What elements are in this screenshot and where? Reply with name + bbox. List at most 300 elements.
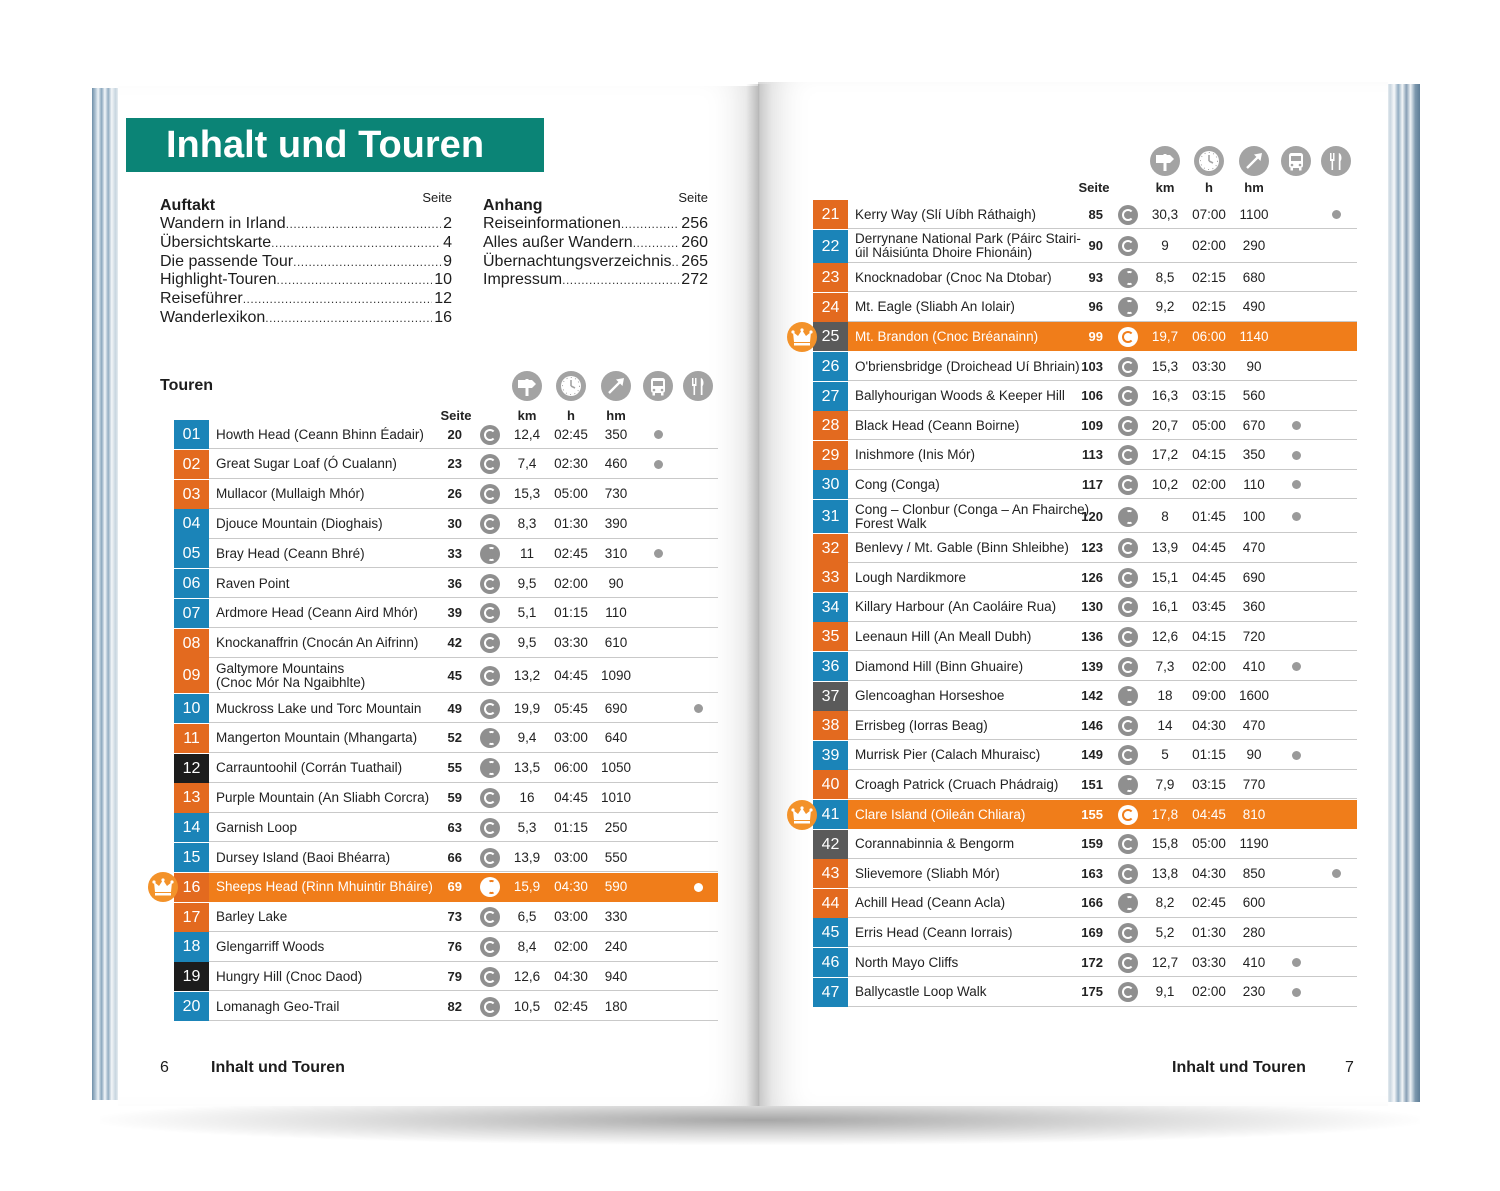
tour-h: 04:30: [1192, 717, 1226, 733]
tour-row[interactable]: [174, 569, 718, 598]
tour-number: 37: [813, 682, 848, 711]
signpost-icon: [1150, 146, 1180, 176]
tour-page: 82: [447, 998, 462, 1014]
tour-page: 113: [1082, 447, 1103, 463]
bus-available-dot: [1292, 751, 1301, 760]
tour-page: 96: [1088, 299, 1103, 315]
toc-entry-label: Die passende Tour: [160, 252, 294, 270]
tour-hm: 1600: [1238, 688, 1270, 704]
tour-number: 43: [813, 859, 848, 888]
tour-page: 66: [447, 849, 462, 865]
tour-h: 04:30: [554, 879, 588, 895]
tour-row[interactable]: [174, 903, 718, 932]
toc-entry[interactable]: [483, 252, 708, 271]
round-route-icon: [1118, 627, 1138, 647]
tour-number: 27: [813, 382, 848, 411]
tour-name: O'briensbridge (Droichead Uí Bhriain): [855, 358, 1080, 374]
tour-km: 18: [1157, 688, 1173, 704]
tour-row[interactable]: [813, 382, 1357, 411]
toc-entry-label: Reiseinformationen: [483, 215, 621, 232]
round-route-icon: [1118, 386, 1138, 406]
tours-heading: Touren: [160, 377, 214, 394]
tour-hm: 290: [1242, 238, 1266, 254]
tour-km: 19,9: [513, 700, 541, 716]
tour-h: 02:45: [1192, 895, 1226, 911]
tour-number: 32: [813, 534, 848, 563]
tour-row[interactable]: [813, 322, 1357, 351]
tour-hm: 90: [1246, 358, 1262, 374]
tour-hm: 110: [1243, 476, 1265, 492]
tour-km: 20,7: [1151, 417, 1179, 433]
round-route-icon: [480, 997, 500, 1017]
tour-name: Ballycastle Loop Walk: [855, 984, 987, 1000]
footer-left-page-number: 6: [160, 1059, 169, 1076]
tour-km: 13,9: [513, 849, 541, 865]
tour-row[interactable]: [813, 352, 1357, 381]
bus-available-dot: [654, 549, 663, 558]
toc-entry-label: Übernachtungsverzeichnis: [483, 252, 672, 270]
tour-number: 42: [813, 830, 848, 859]
tour-h: 02:00: [554, 938, 588, 954]
bus-available-dot: [1292, 512, 1301, 521]
tour-number: 40: [813, 770, 848, 799]
tour-name: [855, 503, 1089, 531]
tour-h: 04:45: [1192, 569, 1226, 585]
tour-name: Carrauntoohil (Corrán Tuathail): [216, 760, 403, 776]
tour-km: 10,2: [1151, 476, 1179, 492]
round-route-icon: [480, 484, 500, 504]
tour-h: 03:30: [554, 635, 588, 651]
tour-h: 04:45: [1192, 806, 1226, 822]
tour-name: Lough Nardikmore: [855, 569, 967, 585]
tour-number: 30: [813, 470, 848, 499]
tour-km: 13,2: [513, 667, 541, 683]
round-route-icon: [1118, 538, 1138, 558]
tour-hm: 350: [604, 426, 628, 442]
round-route-icon: [1118, 205, 1138, 225]
tour-page: 55: [447, 760, 462, 776]
tour-page: 175: [1081, 984, 1103, 1000]
bus-available-dot: [1292, 421, 1301, 430]
highlight-crown-icon: [787, 322, 817, 352]
tour-row[interactable]: [813, 859, 1357, 888]
toc-auftakt-heading: Auftakt: [160, 197, 216, 214]
toc-entry[interactable]: [160, 289, 452, 308]
tour-row[interactable]: [813, 830, 1357, 859]
tour-row[interactable]: [174, 450, 718, 479]
tour-page: 172: [1081, 954, 1103, 970]
tour-row[interactable]: [813, 470, 1357, 499]
toc-auftakt: [160, 190, 452, 327]
tour-km: 13,8: [1151, 865, 1179, 881]
round-route-icon: [480, 788, 500, 808]
tour-hm: 690: [1242, 569, 1266, 585]
tour-hm: 250: [604, 819, 628, 835]
tour-row[interactable]: [174, 480, 718, 509]
round-route-icon: [1118, 805, 1138, 825]
tour-number: 10: [174, 694, 209, 723]
tour-page: 52: [447, 730, 462, 746]
tour-page: 85: [1088, 206, 1103, 222]
tour-h: 04:30: [1192, 865, 1226, 881]
tour-row[interactable]: [174, 932, 718, 961]
tour-name-line2: (Cnoc Mór Na Ngaibhlte): [216, 674, 366, 690]
tour-row[interactable]: [813, 682, 1357, 711]
tour-km: 16: [519, 789, 535, 805]
tour-h: 01:30: [1192, 924, 1226, 940]
tour-number: 24: [813, 293, 848, 322]
tour-hm: 110: [605, 605, 627, 621]
tour-h: 02:45: [554, 426, 588, 442]
tour-km: 5: [1161, 747, 1169, 763]
toc-entry[interactable]: [483, 233, 708, 252]
tour-page: 103: [1081, 358, 1103, 374]
tour-name: Slievemore (Sliabh Mór): [855, 865, 1000, 881]
toc-entry-page: 16: [434, 308, 452, 326]
signpost-icon: [512, 371, 542, 401]
tour-row[interactable]: [813, 711, 1357, 740]
tour-name: Erris Head (Ceann Iorrais): [855, 924, 1013, 940]
tour-row[interactable]: [174, 658, 718, 693]
tour-hm: 470: [1242, 717, 1266, 733]
tour-hm: 390: [604, 515, 628, 531]
tour-row[interactable]: [174, 694, 718, 723]
tours-table-left: [174, 420, 718, 1026]
tour-page: 42: [447, 635, 462, 651]
tour-row[interactable]: [813, 918, 1357, 947]
tour-number: 07: [174, 599, 209, 628]
round-route-icon: [1118, 982, 1138, 1002]
linear-route-icon: [1118, 507, 1138, 527]
footer-right-page-number: 7: [1345, 1059, 1354, 1076]
tour-name: Mullacor (Mullaigh Mhór): [216, 486, 365, 502]
tour-km: 6,5: [517, 909, 537, 925]
tour-km: 8,4: [517, 938, 537, 954]
tour-number: 31: [813, 500, 848, 533]
tour-row[interactable]: [174, 539, 718, 568]
tour-number: 12: [174, 754, 209, 783]
tour-number: 35: [813, 622, 848, 651]
tour-hm: 1140: [1239, 328, 1269, 344]
tour-h: 03:00: [554, 730, 588, 746]
tour-km: 7,9: [1155, 776, 1175, 792]
tour-name: Knockanaffrin (Cnocán An Aifrinn): [216, 635, 419, 651]
toc-entry[interactable]: [160, 308, 452, 327]
tour-row[interactable]: [813, 441, 1357, 470]
food-available-dot: [1332, 210, 1341, 219]
tour-name: Kerry Way (Slí Uíbh Ráthaigh): [855, 206, 1037, 222]
tour-name: Black Head (Ceann Boirne): [855, 417, 1020, 433]
footer-left-title: [211, 1059, 345, 1077]
tour-name: [855, 232, 1081, 260]
toc-entry[interactable]: [160, 214, 452, 233]
tour-number: 03: [174, 480, 209, 509]
toc-entry[interactable]: [160, 252, 452, 271]
tour-row[interactable]: [174, 843, 718, 872]
tour-number: 39: [813, 741, 848, 770]
tour-page: 33: [447, 545, 462, 561]
tour-hm: 690: [604, 700, 628, 716]
round-route-icon: [1118, 834, 1138, 854]
tour-hm: 350: [1242, 447, 1266, 463]
tour-name: Corannabinnia & Bengorm: [855, 836, 1015, 852]
tour-row[interactable]: [174, 992, 718, 1021]
tour-h: 03:15: [1192, 776, 1226, 792]
tour-name: Killary Harbour (An Caoláire Rua): [855, 599, 1057, 615]
tour-km: 13,9: [1151, 540, 1179, 556]
tour-row[interactable]: [174, 873, 718, 902]
tour-km: 11: [519, 545, 534, 561]
tour-name: Glencoaghan Horseshoe: [855, 688, 1005, 704]
tour-number: 19: [174, 962, 209, 991]
clock-icon: [556, 371, 586, 401]
bus-available-dot: [1292, 988, 1301, 997]
tour-number: 34: [813, 593, 848, 622]
tour-h: 03:30: [1192, 954, 1226, 970]
tour-row[interactable]: [813, 948, 1357, 977]
tour-hm: 330: [604, 909, 628, 925]
tour-row[interactable]: [813, 978, 1357, 1007]
tour-hm: 680: [1242, 269, 1266, 285]
tour-name: Ballyhourigan Woods & Keeper Hill: [855, 388, 1065, 404]
tour-km: 15,8: [1151, 836, 1179, 852]
round-route-icon: [480, 907, 500, 927]
tour-page: 59: [447, 789, 462, 805]
tour-row[interactable]: [174, 724, 718, 753]
tour-row[interactable]: [813, 770, 1357, 799]
round-route-icon: [1118, 475, 1138, 495]
toc-entry-page: 272: [681, 271, 708, 289]
tour-hm: 180: [604, 998, 628, 1014]
tour-h: 02:30: [554, 456, 588, 472]
bus-icon: [643, 371, 673, 401]
toc-entry-label: Highlight-Touren: [160, 271, 277, 289]
tour-page: 130: [1081, 599, 1103, 615]
tour-page: 146: [1081, 717, 1103, 733]
tour-h: 05:00: [1192, 836, 1226, 852]
tour-row[interactable]: [174, 754, 718, 783]
tour-hm: 1090: [600, 667, 632, 683]
tour-row[interactable]: [174, 420, 718, 449]
tour-name: Djouce Mountain (Dioghais): [216, 515, 383, 531]
tour-row[interactable]: [813, 593, 1357, 622]
toc-entry-page: 4: [443, 233, 452, 251]
tour-h: 03:15: [1192, 388, 1226, 404]
tour-km: 15,3: [513, 486, 541, 502]
tour-number: 33: [813, 563, 848, 592]
col-seite-header: Seite: [1078, 180, 1110, 195]
tour-hm: 640: [604, 730, 628, 746]
bus-available-dot: [1292, 958, 1301, 967]
toc-entry-leader: [286, 215, 441, 234]
tour-km: 15,9: [513, 879, 541, 895]
toc-entry-page: 2: [443, 215, 452, 232]
tour-hm: 230: [1242, 984, 1266, 1000]
toc-entry[interactable]: [483, 270, 708, 289]
tour-row[interactable]: [174, 629, 718, 658]
col-km-header: km: [1155, 180, 1175, 195]
tour-page: 39: [447, 605, 462, 621]
toc-entry[interactable]: [483, 214, 708, 233]
tour-page: 20: [447, 426, 462, 442]
tour-hm: 770: [1242, 776, 1266, 792]
tour-hm: 100: [1242, 508, 1266, 524]
tour-page: 136: [1081, 628, 1103, 644]
tour-number: 44: [813, 889, 848, 918]
tour-km: 17,2: [1151, 447, 1179, 463]
tour-h: 01:15: [554, 605, 588, 621]
round-route-icon: [480, 425, 500, 445]
tour-h: 05:45: [554, 700, 588, 716]
tour-h: 02:45: [554, 998, 588, 1014]
tour-h: 02:45: [554, 545, 588, 561]
tour-h: 05:00: [1192, 417, 1226, 433]
toc-entry[interactable]: [160, 233, 452, 252]
round-route-icon: [1118, 597, 1138, 617]
tour-name: Barley Lake: [216, 909, 288, 925]
round-route-icon: [480, 603, 500, 623]
tour-row[interactable]: [813, 889, 1357, 918]
round-route-icon: [480, 454, 500, 474]
tour-h: 03:00: [554, 849, 588, 865]
tour-number: 16: [174, 873, 209, 902]
tour-row[interactable]: [813, 200, 1357, 229]
tour-km: 7,4: [517, 456, 537, 472]
tour-km: 9,1: [1155, 984, 1175, 1000]
tour-h: 04:30: [554, 968, 588, 984]
food-available-dot: [1332, 869, 1341, 878]
tour-hm: 460: [604, 456, 628, 472]
round-route-icon: [1118, 445, 1138, 465]
tour-number: 21: [813, 200, 848, 229]
tour-km: 8,3: [517, 515, 537, 531]
tour-name: Errisbeg (Iorras Beag): [855, 717, 988, 733]
tour-h: 02:00: [1192, 476, 1226, 492]
tour-hm: 560: [1242, 388, 1266, 404]
tour-number: 25: [813, 322, 848, 351]
tour-km: 12,6: [513, 968, 541, 984]
tour-row[interactable]: [813, 563, 1357, 592]
tour-hm: 730: [604, 486, 628, 502]
tour-row[interactable]: [813, 263, 1357, 292]
highlight-crown-icon: [148, 872, 178, 902]
col-hm-header: hm: [606, 408, 626, 423]
toc-entry-leader: [277, 271, 433, 290]
tour-row[interactable]: [813, 800, 1357, 829]
tour-page: 142: [1081, 688, 1103, 704]
tour-name: Mt. Eagle (Sliabh An Iolair): [855, 299, 1015, 315]
tour-row[interactable]: [813, 230, 1357, 263]
tour-name: Mangerton Mountain (Mhangarta): [216, 730, 418, 746]
tour-km: 9,5: [517, 575, 537, 591]
toc-entry-page: 256: [681, 215, 708, 232]
tour-name: Hungry Hill (Cnoc Daod): [216, 968, 363, 984]
tour-hm: 550: [604, 849, 628, 865]
tour-h: 02:00: [554, 575, 588, 591]
tour-hm: 360: [1242, 599, 1266, 615]
tour-km: 9,4: [517, 730, 537, 746]
toc-entry-page: 10: [434, 271, 452, 289]
tour-name: Croagh Patrick (Cruach Phádraig): [855, 776, 1059, 792]
tour-number: 23: [813, 263, 848, 292]
toc-entry-leader: [621, 215, 679, 234]
col-seite-header: Seite: [440, 408, 472, 423]
tour-name: Garnish Loop: [216, 819, 298, 835]
toc-entry-label: Wanderlexikon: [160, 308, 266, 326]
tour-h: 04:45: [1192, 540, 1226, 556]
toc-anhang-heading: Anhang: [483, 197, 543, 214]
tour-name: Benlevy / Mt. Gable (Binn Shleibhe): [855, 540, 1069, 556]
round-route-icon: [480, 633, 500, 653]
tour-row[interactable]: [174, 509, 718, 538]
tour-h: 09:00: [1192, 688, 1226, 704]
tour-h: 04:15: [1192, 447, 1226, 463]
tour-row[interactable]: [813, 741, 1357, 770]
tour-row[interactable]: [813, 500, 1357, 533]
tour-h: 06:00: [1192, 328, 1226, 344]
tour-page: 155: [1081, 806, 1103, 822]
tour-row[interactable]: [813, 534, 1357, 563]
tour-page: 106: [1081, 388, 1103, 404]
tour-row[interactable]: [174, 813, 718, 842]
toc-entry-page: 260: [681, 233, 708, 251]
tour-row[interactable]: [813, 293, 1357, 322]
bus-available-dot: [1292, 451, 1301, 460]
tour-number: 26: [813, 352, 848, 381]
round-route-icon: [480, 699, 500, 719]
tour-row[interactable]: [813, 652, 1357, 681]
tour-km: 17,8: [1151, 806, 1179, 822]
toc-entry-leader: [243, 290, 433, 309]
round-route-icon: [1118, 357, 1138, 377]
bus-icon: [1281, 146, 1311, 176]
tour-km: 12,6: [1151, 628, 1179, 644]
tour-row[interactable]: [174, 962, 718, 991]
tour-page: 151: [1081, 776, 1103, 792]
toc-entry[interactable]: [160, 270, 452, 289]
tour-row[interactable]: [813, 411, 1357, 440]
tour-hm: 610: [604, 635, 628, 651]
tour-name: North Mayo Cliffs: [855, 954, 959, 970]
linear-route-icon: [480, 728, 500, 748]
toc-entry-label: Alles außer Wandern: [483, 233, 633, 251]
tour-km: 15,1: [1151, 569, 1179, 585]
tour-row[interactable]: [174, 599, 718, 628]
tour-number: 17: [174, 903, 209, 932]
toc-entry-label: Wandern in Irland: [160, 215, 286, 232]
footer-right-title-text: Inhalt und Touren: [1172, 1059, 1306, 1076]
tour-name: Purple Mountain (An Sliabh Corcra): [216, 789, 430, 805]
tour-row[interactable]: [174, 783, 718, 812]
tour-number: 14: [174, 813, 209, 842]
linear-route-icon: [480, 758, 500, 778]
tour-page: 49: [447, 700, 462, 716]
toc-entry-label: Impressum: [483, 271, 563, 289]
tour-h: 02:00: [1192, 658, 1226, 674]
tour-hm: 600: [1242, 895, 1266, 911]
tour-h: 03:30: [1192, 358, 1226, 374]
tour-page: 166: [1081, 895, 1103, 911]
round-route-icon: [1118, 657, 1138, 677]
tour-name: Raven Point: [216, 575, 290, 591]
tour-row[interactable]: [813, 622, 1357, 651]
tour-hm: 670: [1242, 417, 1266, 433]
tour-hm: 1050: [600, 760, 632, 776]
tour-number: 41: [813, 800, 848, 829]
tour-name: Clare Island (Oileán Chliara): [855, 806, 1026, 822]
tour-km: 12,4: [513, 426, 541, 442]
tour-name: Dursey Island (Baoi Bhéarra): [216, 849, 391, 865]
